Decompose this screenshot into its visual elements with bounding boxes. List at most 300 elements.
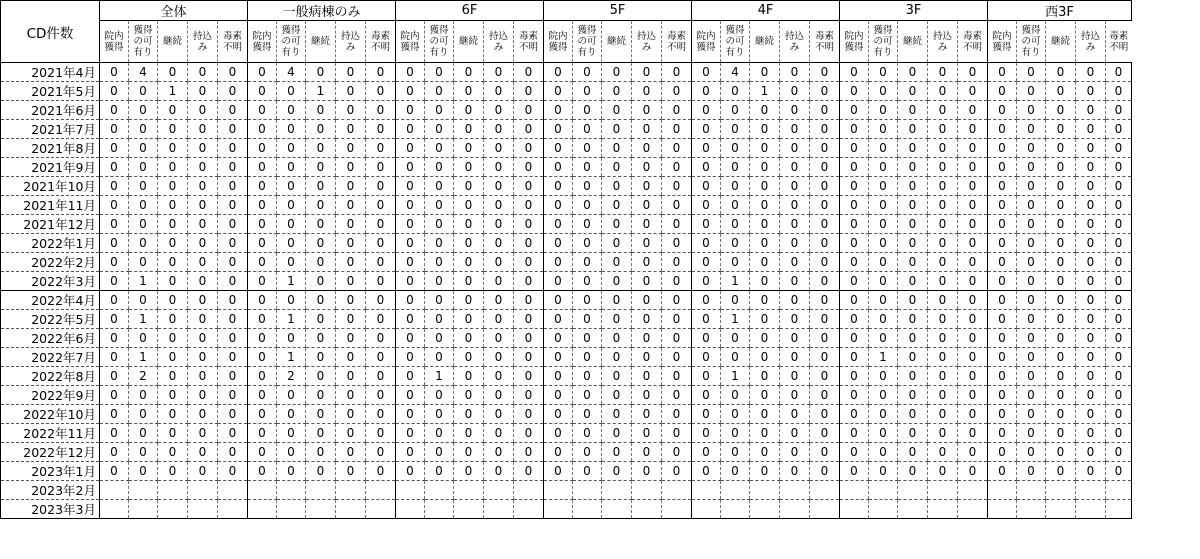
count-cell: 0 [958, 253, 988, 272]
subcolumn-header: 院内獲得 [544, 21, 573, 63]
count-cell: 0 [898, 405, 928, 424]
count-cell [1076, 500, 1106, 519]
count-cell: 0 [544, 462, 573, 481]
count-cell: 0 [780, 63, 810, 82]
count-cell: 0 [958, 310, 988, 329]
count-cell: 0 [336, 310, 366, 329]
count-cell: 0 [306, 253, 336, 272]
subcolumn-header: 院内獲得 [248, 21, 277, 63]
count-cell: 0 [544, 63, 573, 82]
count-cell: 0 [277, 215, 306, 234]
count-cell: 0 [750, 405, 780, 424]
count-cell: 0 [750, 139, 780, 158]
count-cell: 0 [662, 253, 692, 272]
count-cell: 0 [306, 120, 336, 139]
count-cell: 0 [692, 215, 721, 234]
count-cell: 0 [484, 101, 514, 120]
subcolumn-header: 毒素不明 [218, 21, 248, 63]
count-cell: 0 [988, 462, 1017, 481]
count-cell: 0 [218, 291, 248, 310]
count-cell: 0 [780, 158, 810, 177]
count-cell: 0 [454, 234, 484, 253]
count-cell [810, 500, 840, 519]
count-cell: 0 [188, 253, 218, 272]
count-cell: 0 [454, 329, 484, 348]
count-cell: 0 [454, 82, 484, 101]
count-cell: 0 [928, 310, 958, 329]
count-cell: 0 [100, 101, 129, 120]
count-cell: 0 [869, 177, 898, 196]
count-cell: 0 [425, 272, 454, 291]
count-cell: 0 [1106, 196, 1132, 215]
count-cell: 0 [396, 63, 425, 82]
count-cell: 0 [1017, 272, 1046, 291]
count-cell: 0 [100, 405, 129, 424]
count-cell: 0 [988, 291, 1017, 310]
count-cell: 0 [336, 82, 366, 101]
count-cell: 0 [602, 310, 632, 329]
count-cell: 0 [898, 139, 928, 158]
count-cell: 0 [514, 329, 544, 348]
count-cell: 0 [810, 177, 840, 196]
count-cell: 0 [100, 63, 129, 82]
count-cell: 0 [632, 272, 662, 291]
table-row [1, 348, 1132, 367]
count-cell [632, 481, 662, 500]
month-label: 2022年8月 [1, 367, 100, 386]
count-cell [425, 481, 454, 500]
count-cell: 0 [721, 215, 750, 234]
count-cell: 0 [988, 177, 1017, 196]
group-header: 6F [396, 1, 544, 21]
count-cell: 0 [721, 348, 750, 367]
count-cell: 0 [1076, 196, 1106, 215]
count-cell: 0 [988, 405, 1017, 424]
subcolumn-header: 持込み [188, 21, 218, 63]
table-row [1, 120, 1132, 139]
subcolumn-header: 毒素不明 [514, 21, 544, 63]
count-cell: 0 [928, 101, 958, 120]
count-cell: 0 [306, 139, 336, 158]
count-cell: 0 [573, 158, 602, 177]
count-cell: 0 [514, 101, 544, 120]
count-cell: 0 [898, 120, 928, 139]
count-cell [958, 500, 988, 519]
subcolumn-header: 院内獲得 [988, 21, 1017, 63]
count-cell: 0 [692, 443, 721, 462]
count-cell: 0 [1106, 177, 1132, 196]
count-cell: 0 [188, 310, 218, 329]
count-cell [898, 481, 928, 500]
count-cell: 0 [129, 253, 158, 272]
count-cell [721, 481, 750, 500]
count-cell: 0 [721, 101, 750, 120]
count-cell: 0 [1017, 215, 1046, 234]
count-cell: 0 [100, 215, 129, 234]
count-cell: 0 [484, 177, 514, 196]
count-cell: 0 [188, 234, 218, 253]
count-cell: 0 [218, 234, 248, 253]
count-cell: 0 [898, 386, 928, 405]
count-cell: 1 [721, 272, 750, 291]
count-cell: 0 [988, 348, 1017, 367]
count-cell: 0 [602, 234, 632, 253]
count-cell: 0 [750, 196, 780, 215]
count-cell: 0 [454, 253, 484, 272]
count-cell: 0 [692, 234, 721, 253]
count-cell: 0 [336, 462, 366, 481]
count-cell: 0 [928, 405, 958, 424]
count-cell [514, 481, 544, 500]
count-cell: 0 [810, 348, 840, 367]
count-cell: 0 [1046, 139, 1076, 158]
count-cell: 0 [1017, 158, 1046, 177]
count-cell: 0 [602, 139, 632, 158]
count-cell: 0 [1046, 253, 1076, 272]
count-cell: 0 [336, 234, 366, 253]
count-cell: 0 [336, 177, 366, 196]
month-label: 2022年2月 [1, 253, 100, 272]
count-cell: 0 [780, 101, 810, 120]
count-cell: 0 [692, 386, 721, 405]
count-cell [425, 500, 454, 519]
count-cell: 0 [632, 158, 662, 177]
count-cell: 0 [1017, 348, 1046, 367]
count-cell: 0 [662, 272, 692, 291]
count-cell: 0 [248, 386, 277, 405]
count-cell: 0 [425, 253, 454, 272]
count-cell [454, 481, 484, 500]
count-cell: 2 [277, 367, 306, 386]
count-cell: 0 [780, 367, 810, 386]
count-cell [1106, 481, 1132, 500]
count-cell [336, 500, 366, 519]
count-cell [662, 481, 692, 500]
count-cell: 0 [454, 139, 484, 158]
count-cell: 0 [988, 101, 1017, 120]
count-cell [632, 500, 662, 519]
count-cell: 0 [898, 82, 928, 101]
count-cell: 1 [277, 272, 306, 291]
count-cell: 0 [396, 196, 425, 215]
count-cell: 0 [958, 272, 988, 291]
count-cell: 0 [248, 291, 277, 310]
count-cell: 0 [632, 348, 662, 367]
count-cell: 0 [366, 462, 396, 481]
subcolumn-header: 持込み [484, 21, 514, 63]
count-cell: 1 [721, 367, 750, 386]
count-cell: 0 [484, 329, 514, 348]
count-cell: 0 [958, 215, 988, 234]
count-cell: 0 [780, 329, 810, 348]
count-cell: 0 [958, 101, 988, 120]
count-cell: 0 [602, 196, 632, 215]
count-cell: 0 [514, 386, 544, 405]
count-cell: 0 [602, 272, 632, 291]
count-cell: 0 [454, 348, 484, 367]
count-cell: 0 [158, 348, 188, 367]
subcolumn-header: 獲得の可有り [425, 21, 454, 63]
count-cell: 0 [484, 386, 514, 405]
count-cell: 0 [840, 139, 869, 158]
count-cell: 0 [484, 424, 514, 443]
subcolumn-header: 院内獲得 [692, 21, 721, 63]
count-cell: 0 [514, 82, 544, 101]
count-cell: 0 [602, 329, 632, 348]
count-cell: 0 [100, 158, 129, 177]
count-cell: 0 [869, 386, 898, 405]
group-header: 全体 [100, 1, 248, 21]
subcolumn-header: 獲得の可有り [1017, 21, 1046, 63]
count-cell: 0 [514, 405, 544, 424]
count-cell: 0 [396, 139, 425, 158]
count-cell: 0 [840, 158, 869, 177]
month-label: 2022年7月 [1, 348, 100, 367]
count-cell: 0 [158, 253, 188, 272]
count-cell [1106, 500, 1132, 519]
count-cell: 0 [1106, 367, 1132, 386]
subcolumn-header: 持込み [632, 21, 662, 63]
count-cell: 0 [692, 329, 721, 348]
count-cell: 0 [928, 443, 958, 462]
count-cell: 0 [248, 329, 277, 348]
count-cell: 0 [100, 253, 129, 272]
count-cell: 0 [188, 386, 218, 405]
count-cell: 0 [336, 120, 366, 139]
count-cell: 0 [721, 196, 750, 215]
month-label: 2023年3月 [1, 500, 100, 519]
count-cell: 0 [1046, 405, 1076, 424]
month-label: 2021年9月 [1, 158, 100, 177]
count-cell [100, 500, 129, 519]
count-cell: 0 [573, 310, 602, 329]
count-cell [277, 481, 306, 500]
count-cell: 0 [573, 196, 602, 215]
count-cell: 4 [129, 63, 158, 82]
table-row [1, 101, 1132, 120]
count-cell: 0 [1017, 424, 1046, 443]
count-cell: 0 [1017, 63, 1046, 82]
count-cell: 0 [514, 462, 544, 481]
count-cell [662, 500, 692, 519]
table-row [1, 367, 1132, 386]
count-cell: 0 [277, 405, 306, 424]
count-cell: 0 [632, 177, 662, 196]
count-cell: 0 [750, 348, 780, 367]
count-cell: 0 [632, 462, 662, 481]
count-cell [336, 481, 366, 500]
count-cell: 0 [100, 291, 129, 310]
count-cell: 0 [632, 291, 662, 310]
count-cell: 0 [632, 367, 662, 386]
count-cell: 0 [1076, 63, 1106, 82]
count-cell: 0 [988, 329, 1017, 348]
count-cell: 0 [158, 234, 188, 253]
count-cell [158, 481, 188, 500]
count-cell: 0 [248, 272, 277, 291]
count-cell: 0 [1017, 177, 1046, 196]
count-cell: 0 [1076, 120, 1106, 139]
count-cell: 0 [780, 82, 810, 101]
count-cell: 0 [484, 348, 514, 367]
subcolumn-header: 持込み [928, 21, 958, 63]
count-cell: 0 [869, 63, 898, 82]
count-cell: 0 [306, 329, 336, 348]
count-cell: 0 [988, 310, 1017, 329]
count-cell: 0 [869, 329, 898, 348]
count-cell: 0 [1076, 101, 1106, 120]
count-cell: 0 [721, 253, 750, 272]
count-cell: 0 [100, 177, 129, 196]
count-cell: 0 [750, 386, 780, 405]
count-cell: 0 [218, 196, 248, 215]
count-cell [721, 500, 750, 519]
count-cell: 0 [1046, 177, 1076, 196]
count-cell: 0 [898, 329, 928, 348]
count-cell: 0 [632, 424, 662, 443]
count-cell: 0 [1076, 424, 1106, 443]
count-cell: 0 [632, 310, 662, 329]
count-cell: 0 [158, 215, 188, 234]
count-cell: 0 [336, 386, 366, 405]
count-cell: 0 [928, 177, 958, 196]
count-cell: 0 [840, 272, 869, 291]
count-cell: 0 [692, 158, 721, 177]
count-cell: 0 [454, 196, 484, 215]
count-cell: 0 [810, 367, 840, 386]
count-cell: 0 [366, 329, 396, 348]
count-cell: 0 [573, 82, 602, 101]
count-cell: 0 [396, 101, 425, 120]
count-cell: 0 [662, 367, 692, 386]
count-cell: 0 [248, 120, 277, 139]
count-cell: 0 [544, 158, 573, 177]
count-cell [780, 481, 810, 500]
count-cell: 0 [692, 405, 721, 424]
count-cell: 0 [602, 405, 632, 424]
count-cell: 1 [869, 348, 898, 367]
count-cell: 0 [632, 196, 662, 215]
count-cell: 0 [158, 405, 188, 424]
count-cell: 0 [692, 196, 721, 215]
count-cell: 0 [336, 215, 366, 234]
count-cell: 0 [1106, 158, 1132, 177]
count-cell: 0 [721, 329, 750, 348]
count-cell [840, 500, 869, 519]
count-cell: 0 [573, 63, 602, 82]
count-cell [1046, 481, 1076, 500]
count-cell: 0 [129, 234, 158, 253]
count-cell: 0 [1017, 196, 1046, 215]
count-cell: 0 [1046, 63, 1076, 82]
count-cell: 0 [632, 443, 662, 462]
count-cell: 0 [248, 63, 277, 82]
count-cell: 0 [514, 120, 544, 139]
count-cell: 0 [188, 424, 218, 443]
count-cell: 0 [425, 234, 454, 253]
count-cell: 0 [810, 424, 840, 443]
count-cell: 1 [277, 348, 306, 367]
count-cell: 0 [454, 462, 484, 481]
count-cell: 0 [632, 139, 662, 158]
table-row [1, 329, 1132, 348]
count-cell: 0 [100, 310, 129, 329]
count-cell: 0 [1106, 82, 1132, 101]
count-cell: 0 [366, 158, 396, 177]
count-cell: 0 [632, 386, 662, 405]
count-cell: 0 [454, 101, 484, 120]
subcolumn-header: 院内獲得 [840, 21, 869, 63]
count-cell: 0 [306, 196, 336, 215]
count-cell: 0 [1076, 348, 1106, 367]
count-cell: 0 [454, 272, 484, 291]
count-cell: 0 [840, 310, 869, 329]
count-cell: 0 [336, 158, 366, 177]
count-cell: 1 [277, 310, 306, 329]
count-cell: 0 [100, 234, 129, 253]
count-cell: 0 [958, 329, 988, 348]
count-cell: 0 [277, 82, 306, 101]
count-cell [1017, 481, 1046, 500]
count-cell: 0 [692, 139, 721, 158]
count-cell: 0 [248, 443, 277, 462]
count-cell: 0 [188, 82, 218, 101]
count-cell: 0 [869, 291, 898, 310]
table-row [1, 234, 1132, 253]
month-label: 2021年8月 [1, 139, 100, 158]
count-cell: 0 [573, 139, 602, 158]
count-cell: 0 [454, 424, 484, 443]
count-cell: 0 [277, 139, 306, 158]
count-cell: 0 [898, 462, 928, 481]
count-cell: 0 [692, 367, 721, 386]
table-row [1, 272, 1132, 291]
count-cell: 0 [544, 253, 573, 272]
count-cell: 0 [514, 291, 544, 310]
count-cell: 0 [1017, 139, 1046, 158]
count-cell: 0 [1046, 424, 1076, 443]
count-cell: 0 [218, 329, 248, 348]
count-cell: 0 [780, 253, 810, 272]
count-cell: 0 [1076, 234, 1106, 253]
count-cell: 2 [129, 367, 158, 386]
count-cell: 0 [869, 101, 898, 120]
count-cell [248, 500, 277, 519]
count-cell: 1 [721, 310, 750, 329]
count-cell: 0 [810, 196, 840, 215]
count-cell: 0 [988, 272, 1017, 291]
count-cell: 0 [425, 215, 454, 234]
count-cell: 0 [662, 120, 692, 139]
count-cell: 0 [396, 348, 425, 367]
count-cell: 0 [454, 215, 484, 234]
count-cell: 0 [248, 405, 277, 424]
count-cell: 0 [928, 120, 958, 139]
count-cell: 0 [277, 291, 306, 310]
count-cell: 0 [484, 82, 514, 101]
count-cell: 0 [1017, 386, 1046, 405]
count-cell: 0 [750, 443, 780, 462]
count-cell: 0 [840, 348, 869, 367]
count-cell: 0 [869, 120, 898, 139]
count-cell: 0 [188, 367, 218, 386]
count-cell: 0 [366, 63, 396, 82]
count-cell: 0 [869, 272, 898, 291]
count-cell: 0 [248, 234, 277, 253]
count-cell: 0 [958, 120, 988, 139]
count-cell: 0 [248, 253, 277, 272]
count-cell [928, 481, 958, 500]
